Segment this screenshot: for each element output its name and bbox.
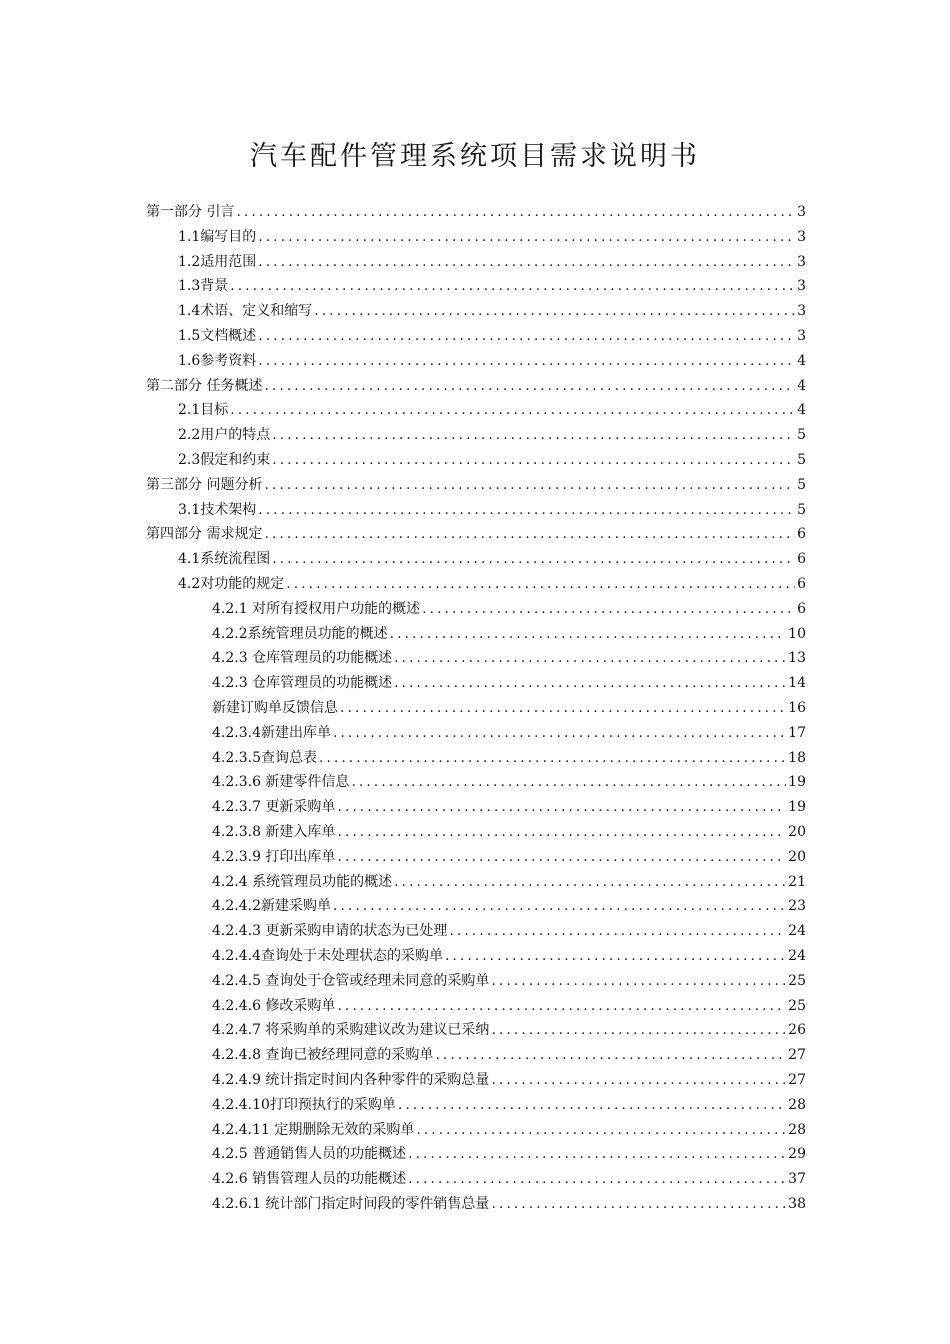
toc-dot-leader (258, 350, 795, 372)
toc-entry[interactable] (212, 970, 806, 992)
toc-dot-leader (351, 771, 786, 793)
toc-page-number: 29 (788, 1146, 806, 1163)
toc-entry[interactable] (212, 821, 806, 843)
toc-entry[interactable] (146, 474, 806, 496)
toc-page-number: 21 (788, 873, 806, 890)
toc-entry-title: 4.2.4.4查询处于未处理状态的采购单 (212, 948, 443, 964)
toc-page-number: 26 (788, 1022, 806, 1039)
toc-dot-leader (491, 1193, 786, 1215)
toc-dot-leader (390, 623, 787, 645)
toc-entry-title: 4.2对功能的规定 (178, 576, 285, 592)
toc-page-number: 38 (788, 1196, 806, 1212)
toc-entry-title: 4.2.4.5 查询处于仓管或经理未同意的采购单 (212, 972, 490, 989)
toc-page-number: 5 (797, 476, 806, 493)
toc-dot-leader (337, 846, 786, 868)
toc-entry[interactable] (212, 895, 806, 917)
toc-entry[interactable] (212, 1019, 806, 1041)
toc-entry-title: 4.2.4.8 查询已被经理同意的采购单 (212, 1047, 434, 1064)
toc-entry-title: 4.2.2系统管理员功能的概述 (212, 625, 388, 642)
toc-entry-title: 2.2用户的特点 (178, 427, 271, 444)
toc-entry[interactable] (212, 871, 806, 893)
toc-dot-leader (422, 598, 795, 620)
toc-dot-leader (408, 1143, 786, 1165)
toc-entry[interactable] (212, 945, 806, 967)
toc-entry-title: 4.2.4.6 修改采购单 (212, 997, 336, 1014)
toc-entry-title: 第四部分 需求规定 (146, 526, 263, 543)
toc-entry[interactable] (212, 672, 806, 694)
toc-dot-leader (491, 970, 786, 992)
toc-page-number: 3 (797, 228, 806, 245)
toc-entry[interactable] (212, 1094, 806, 1116)
toc-entry[interactable] (212, 846, 806, 868)
toc-entry-title: 4.2.4.10打印预执行的采购单 (212, 1096, 396, 1113)
toc-page-number: 4 (797, 352, 806, 369)
toc-dot-leader (258, 325, 795, 347)
toc-dot-leader (337, 995, 786, 1017)
toc-page-number: 37 (788, 1171, 806, 1188)
toc-entry[interactable] (212, 995, 806, 1017)
toc-page-number: 3 (797, 278, 806, 295)
toc-page-number: 4 (797, 377, 806, 394)
toc-entry[interactable] (178, 399, 806, 421)
toc-dot-leader (264, 375, 795, 397)
toc-page-number: 25 (788, 997, 806, 1014)
toc-page-number: 19 (788, 774, 806, 791)
toc-page-number: 5 (797, 427, 806, 444)
toc-entry-title: 1.3背景 (178, 278, 229, 295)
toc-dot-leader (258, 499, 795, 521)
toc-entry[interactable] (178, 573, 806, 595)
toc-dot-leader (445, 945, 786, 967)
toc-dot-leader (491, 1069, 786, 1091)
toc-page-number: 27 (788, 1047, 806, 1064)
toc-entry-title: 4.2.3.9 打印出库单 (212, 848, 336, 865)
toc-entry[interactable] (212, 1119, 806, 1141)
toc-entry[interactable] (212, 920, 806, 942)
toc-entry[interactable] (178, 424, 806, 446)
toc-entry[interactable] (212, 747, 806, 769)
toc-dot-leader (314, 300, 795, 322)
toc-entry[interactable] (212, 796, 806, 818)
toc-entry-title: 4.2.4.3 更新采购申请的状态为已处理 (212, 923, 448, 940)
toc-dot-leader (286, 573, 795, 595)
toc-entry[interactable] (178, 275, 806, 297)
toc-entry[interactable] (212, 697, 806, 719)
toc-entry-title: 4.2.5 普通销售人员的功能概述 (212, 1146, 407, 1163)
toc-dot-leader (258, 226, 795, 248)
toc-page-number: 28 (788, 1096, 806, 1113)
toc-entry[interactable] (212, 1044, 806, 1066)
toc-page-number: 3 (797, 204, 806, 220)
toc-entry-title: 1.6参考资料 (178, 352, 257, 369)
toc-page-number: 5 (797, 501, 806, 518)
toc-page-number: 20 (788, 824, 806, 840)
toc-page-number: 18 (788, 749, 806, 766)
toc-entry[interactable] (212, 1193, 806, 1215)
toc-entry-title: 4.1系统流程图 (178, 551, 271, 568)
toc-page-number: 4 (797, 402, 806, 419)
toc-entry[interactable] (146, 523, 806, 545)
toc-entry-title: 4.2.3 仓库管理员的功能概述 (212, 675, 393, 692)
toc-page-number: 13 (788, 650, 806, 667)
toc-entry-title: 3.1技术架构 (178, 501, 257, 518)
toc-entry-title: 第二部分 任务概述 (146, 377, 263, 394)
toc-dot-leader (394, 647, 786, 669)
toc-dot-leader (398, 1094, 786, 1116)
toc-entry-title: 4.2.1 对所有授权用户功能的概述 (212, 600, 421, 617)
toc-dot-leader (264, 523, 795, 545)
toc-entry-title: 4.2.4.7 将采购单的采购建议改为建议已采纳 (212, 1022, 490, 1039)
toc-entry[interactable] (178, 499, 806, 521)
toc-dot-leader (394, 672, 786, 694)
toc-dot-leader (491, 1019, 786, 1041)
toc-entry[interactable] (212, 722, 806, 744)
toc-page-number: 28 (788, 1121, 806, 1138)
toc-entry-title: 4.2.3.8 新建入库单 (212, 824, 336, 840)
toc-dot-leader (230, 275, 795, 297)
toc-entry-title: 2.3假定和约束 (178, 452, 271, 468)
toc-page-number: 6 (797, 600, 806, 617)
toc-dot-leader (408, 1168, 786, 1190)
toc-page-number: 17 (788, 724, 806, 741)
toc-dot-leader (272, 548, 795, 570)
toc-dot-leader (319, 747, 786, 769)
toc-dot-leader (264, 474, 795, 496)
document-title: 汽车配件管理系统项目需求说明书 (250, 141, 700, 172)
toc-entry[interactable] (146, 201, 806, 223)
toc-entry-title: 新建订购单反馈信息 (212, 700, 338, 716)
toc-entry-title: 2.1目标 (178, 402, 229, 419)
toc-entry[interactable] (178, 449, 806, 471)
toc-dot-leader (337, 821, 786, 843)
toc-entry-title: 4.2.6 销售管理人员的功能概述 (212, 1171, 407, 1188)
toc-page-number: 3 (797, 328, 806, 344)
toc-dot-leader (230, 399, 795, 421)
toc-entry-title: 4.2.3.5查询总表 (212, 749, 317, 766)
toc-dot-leader (333, 895, 786, 917)
toc-page-number: 3 (797, 303, 806, 320)
toc-dot-leader (416, 1119, 786, 1141)
toc-entry[interactable] (212, 1168, 806, 1190)
toc-page-number: 6 (797, 576, 806, 592)
toc-dot-leader (258, 251, 795, 273)
toc-page-number: 10 (788, 625, 806, 642)
toc-page-number: 24 (788, 948, 806, 964)
toc-dot-leader (435, 1044, 786, 1066)
toc-dot-leader (337, 796, 786, 818)
toc-page-number: 3 (797, 253, 806, 270)
toc-entry-title: 4.2.3.4新建出库单 (212, 724, 331, 741)
toc-entry[interactable] (178, 226, 806, 248)
toc-page-number: 23 (788, 898, 806, 915)
toc-dot-leader (333, 722, 786, 744)
toc-entry[interactable] (212, 771, 806, 793)
toc-entry[interactable] (146, 375, 806, 397)
toc-dot-leader (272, 449, 795, 471)
toc-entry-title: 4.2.4.11 定期删除无效的采购单 (212, 1121, 415, 1138)
toc-entry-title: 4.2.3.7 更新采购单 (212, 799, 336, 816)
toc-dot-leader (340, 697, 786, 719)
toc-entry-title: 1.5文档概述 (178, 328, 257, 344)
toc-entry[interactable] (212, 647, 806, 669)
toc-page-number: 24 (788, 923, 806, 940)
toc-entry-title: 4.2.4.9 统计指定时间内各种零件的采购总量 (212, 1072, 490, 1088)
toc-entry-title: 4.2.3 仓库管理员的功能概述 (212, 650, 393, 667)
toc-page-number: 20 (788, 848, 806, 865)
toc-page-number: 14 (788, 675, 806, 692)
toc-entry-title: 4.2.4 系统管理员功能的概述 (212, 873, 393, 890)
toc-page-number: 19 (788, 799, 806, 816)
toc-entry[interactable] (178, 350, 806, 372)
toc-entry[interactable] (178, 325, 806, 347)
toc-page-number: 25 (788, 972, 806, 989)
toc-entry-title: 1.4术语、定义和缩写 (178, 303, 313, 320)
toc-dot-leader (272, 424, 795, 446)
toc-page-number: 27 (788, 1072, 806, 1088)
toc-page-number: 5 (797, 452, 806, 468)
toc-entry[interactable] (212, 1069, 806, 1091)
toc-entry-title: 4.2.6.1 统计部门指定时间段的零件销售总量 (212, 1196, 490, 1212)
toc-entry[interactable] (178, 548, 806, 570)
toc-dot-leader (394, 871, 786, 893)
toc-entry-title: 第一部分 引言 (146, 204, 235, 220)
toc-page-number: 16 (788, 700, 806, 716)
toc-entry-title: 第三部分 问题分析 (146, 476, 263, 493)
toc-page-number: 6 (797, 551, 806, 568)
toc-entry-title: 1.2适用范围 (178, 253, 257, 270)
toc-entry[interactable] (178, 300, 806, 322)
toc-entry[interactable] (212, 1143, 806, 1165)
toc-entry[interactable] (212, 623, 806, 645)
toc-entry[interactable] (178, 251, 806, 273)
toc-dot-leader (236, 201, 795, 223)
toc-page-number: 6 (797, 526, 806, 543)
toc-dot-leader (449, 920, 786, 942)
toc-entry-title: 4.2.4.2新建采购单 (212, 898, 331, 915)
toc-entry[interactable] (212, 598, 806, 620)
toc-entry-title: 1.1编写目的 (178, 228, 257, 245)
toc-entry-title: 4.2.3.6 新建零件信息 (212, 774, 350, 791)
